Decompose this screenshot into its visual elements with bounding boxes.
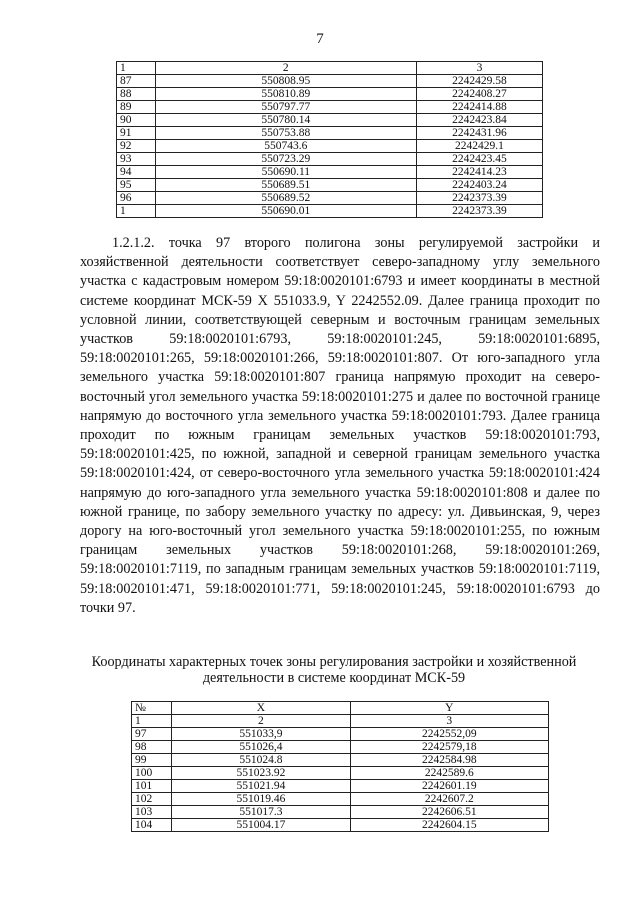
x-coordinate-cell: 2 — [172, 715, 350, 728]
y-coordinate-cell: 2242429.1 — [416, 140, 542, 153]
x-coordinate-cell: 550743.6 — [155, 140, 416, 153]
coordinates-table-polygon-1 — [116, 61, 543, 218]
x-coordinate-cell: 550810.89 — [155, 88, 416, 101]
y-coordinate-cell: 2242431.96 — [416, 127, 542, 140]
x-coordinate-cell: 550723.29 — [155, 153, 416, 166]
x-coordinate-cell: 550808.95 — [155, 75, 416, 88]
table-row — [132, 728, 549, 741]
point-number-cell: 98 — [132, 741, 172, 754]
x-coordinate-cell: 550690.11 — [155, 166, 416, 179]
point-number-cell: 101 — [132, 780, 172, 793]
point-number-cell: 88 — [117, 88, 156, 101]
x-coordinate-cell: X — [172, 702, 350, 715]
point-number-cell: 91 — [117, 127, 156, 140]
x-coordinate-cell: 550753.88 — [155, 127, 416, 140]
y-coordinate-cell: 2242414.88 — [416, 101, 542, 114]
y-coordinate-cell: 3 — [350, 715, 548, 728]
table-row — [117, 153, 543, 166]
point-number-cell: 92 — [117, 140, 156, 153]
x-coordinate-cell: 551019.46 — [172, 793, 350, 806]
table-row — [132, 715, 549, 728]
table-row — [117, 192, 543, 205]
y-coordinate-cell: 3 — [416, 62, 542, 75]
table-row — [117, 205, 543, 218]
table-row — [132, 702, 549, 715]
point-number-cell: 87 — [117, 75, 156, 88]
point-number-cell: 1 — [132, 715, 172, 728]
y-coordinate-cell: 2242408.27 — [416, 88, 542, 101]
boundary-description-paragraph: 1.2.1.2. точка 97 второго полигона зоны регулируемой застройки и хозяйственной деятельности соответствует северо-западному углу земельного участка с кадастровым номером 59:18:0020101:6793 и имеет координаты в местной системе координат МСК-59 X 551033.9, Y 2242552.09. Далее граница проходит по условной линии, соответствующей северным и восточным границам земельных участков 59:18:0020101:6793, 59:18:0020101:245, 59:18:0020101:6895, 59:18:0020101:265, 59:18:0020101:266, 59:18:0020101:807. От юго-западного угла земельного участка 59:18:0020101:807 граница напрямую проходит на северо-восточный угол земельного участка 59:18:0020101:275 и далее по восточной границе напрямую до восточного угла земельного участка 59:18:0020101:793. Далее граница проходит по южным границам земельных участков 59:18:0020101:793, 59:18:0020101:425, по южной, западной и северной границам земельного участка 59:18:0020101:424, от северо-восточного угла земельного участка 59:18:0020101:424 напрямую до юго-западного угла земельного участка 59:18:0020101:808 и далее по южной границе, по забору земельного участку по адресу: ул. Дивьинская, 9, через дорогу на юго-восточный угол земельного участка 59:18:0020101:255, по южным границам земельных участков 59:18:0020101:268, 59:18:0020101:269, 59:18:0020101:7119, по западным границам земельных участков 59:18:0020101:7119, 59:18:0020101:471, 59:18:0020101:771, 59:18:0020101:245, 59:18:0020101:6793 до точки 97. — [80, 235, 600, 616]
point-number-cell: № — [132, 702, 172, 715]
table-row — [117, 75, 543, 88]
y-coordinate-cell: Y — [350, 702, 548, 715]
x-coordinate-cell: 2 — [155, 62, 416, 75]
point-number-cell: 93 — [117, 153, 156, 166]
x-coordinate-cell: 551026,4 — [172, 741, 350, 754]
point-number-cell: 103 — [132, 806, 172, 819]
table-row — [132, 754, 549, 767]
y-coordinate-cell: 2242607.2 — [350, 793, 548, 806]
table-row — [132, 806, 549, 819]
x-coordinate-cell: 551021.94 — [172, 780, 350, 793]
table-row — [117, 127, 543, 140]
point-number-cell: 90 — [117, 114, 156, 127]
x-coordinate-cell: 550689.51 — [155, 179, 416, 192]
y-coordinate-cell: 2242604.15 — [350, 819, 548, 832]
table-row — [132, 780, 549, 793]
coordinates-table-heading: Координаты характерных точек зоны регулирования застройки и хозяйственной деятельности в системе координат МСК-59 — [91, 654, 577, 686]
point-number-cell: 1 — [117, 62, 156, 75]
table-row — [117, 166, 543, 179]
x-coordinate-cell: 550780.14 — [155, 114, 416, 127]
x-coordinate-cell: 551024.8 — [172, 754, 350, 767]
point-number-cell: 99 — [132, 754, 172, 767]
y-coordinate-cell: 2242589.6 — [350, 767, 548, 780]
point-number-cell: 1 — [117, 205, 156, 218]
table-row — [132, 767, 549, 780]
point-number-cell: 102 — [132, 793, 172, 806]
y-coordinate-cell: 2242423.84 — [416, 114, 542, 127]
x-coordinate-cell: 550690.01 — [155, 205, 416, 218]
table-row — [132, 793, 549, 806]
y-coordinate-cell: 2242423.45 — [416, 153, 542, 166]
x-coordinate-cell: 550797.77 — [155, 101, 416, 114]
table-row — [117, 62, 543, 75]
table-row — [117, 140, 543, 153]
table-row — [117, 179, 543, 192]
table-row — [117, 114, 543, 127]
y-coordinate-cell: 2242414.23 — [416, 166, 542, 179]
point-number-cell: 96 — [117, 192, 156, 205]
x-coordinate-cell: 550689.52 — [155, 192, 416, 205]
y-coordinate-cell: 2242601.19 — [350, 780, 548, 793]
point-number-cell: 104 — [132, 819, 172, 832]
y-coordinate-cell: 2242373.39 — [416, 192, 542, 205]
y-coordinate-cell: 2242606.51 — [350, 806, 548, 819]
point-number-cell: 89 — [117, 101, 156, 114]
point-number-cell: 94 — [117, 166, 156, 179]
point-number-cell: 95 — [117, 179, 156, 192]
y-coordinate-cell: 2242579,18 — [350, 741, 548, 754]
point-number-cell: 97 — [132, 728, 172, 741]
y-coordinate-cell: 2242403.24 — [416, 179, 542, 192]
y-coordinate-cell: 2242429.58 — [416, 75, 542, 88]
point-number-cell: 100 — [132, 767, 172, 780]
page-number: 7 — [316, 31, 324, 47]
y-coordinate-cell: 2242552,09 — [350, 728, 548, 741]
y-coordinate-cell: 2242373.39 — [416, 205, 542, 218]
x-coordinate-cell: 551017.3 — [172, 806, 350, 819]
y-coordinate-cell: 2242584.98 — [350, 754, 548, 767]
table-row — [117, 101, 543, 114]
table-row — [117, 88, 543, 101]
coordinates-table-polygon-2 — [131, 701, 549, 832]
table-row — [132, 741, 549, 754]
x-coordinate-cell: 551004.17 — [172, 819, 350, 832]
x-coordinate-cell: 551023.92 — [172, 767, 350, 780]
table-row — [132, 819, 549, 832]
x-coordinate-cell: 551033,9 — [172, 728, 350, 741]
